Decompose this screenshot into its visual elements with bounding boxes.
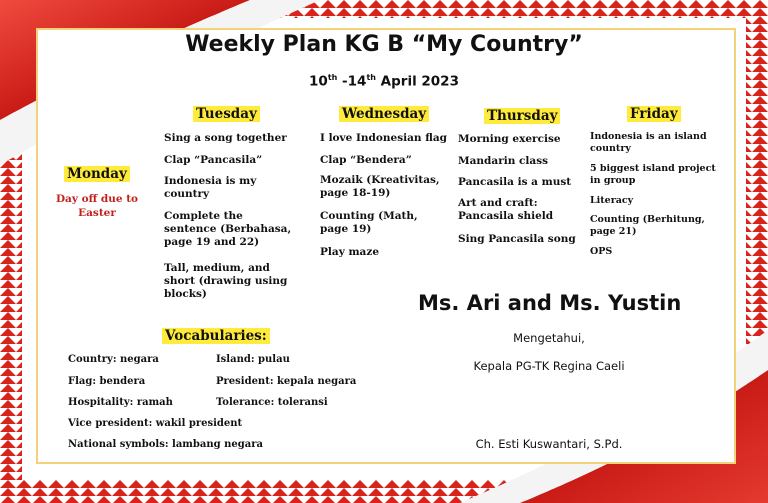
tuesday-item: Tall, medium, and short (drawing using blocks) [164, 262, 288, 300]
vocab-item: Vice president: wakil president [68, 418, 243, 429]
day-heading-friday: Friday [627, 106, 681, 122]
vocab-item: President: kepala negara [216, 376, 357, 387]
friday-item: Indonesia is an island country [590, 131, 707, 154]
vocab-item: Hospitality: ramah [68, 397, 173, 408]
monday-note: Day off due to Easter [55, 193, 139, 219]
vocab-item: Island: pulau [216, 354, 290, 365]
wednesday-item: Mozaik (Kreativitas, page 18-19) [320, 174, 440, 199]
thursday-item: Morning exercise [458, 133, 561, 145]
day-heading-thursday: Thursday [484, 108, 560, 124]
tuesday-item: Indonesia is my country [164, 175, 257, 200]
tuesday-item: Sing a song together [164, 132, 287, 144]
page-title: Weekly Plan KG B “My Country” [185, 32, 583, 57]
vocab-item: Flag: bendera [68, 376, 146, 387]
vocab-heading: Vocabularies: [162, 328, 270, 344]
friday-item: Literacy [590, 195, 634, 206]
teachers-name: Ms. Ari and Ms. Yustin [418, 291, 682, 315]
vocab-item: National symbols: lambang negara [68, 439, 263, 450]
sign-line-2: Kepala PG-TK Regina Caeli [473, 359, 625, 373]
day-heading-wednesday: Wednesday [339, 106, 429, 122]
wednesday-item: Play maze [320, 246, 380, 258]
friday-item: 5 biggest island project in group [590, 163, 716, 186]
friday-item: Counting (Berhitung, page 21) [590, 214, 705, 237]
friday-item: OPS [590, 246, 613, 257]
signatory-name: Ch. Esti Kuswantari, S.Pd. [475, 437, 623, 451]
thursday-item: Pancasila is a must [458, 176, 572, 188]
sign-line-1: Mengetahui, [513, 331, 585, 345]
thursday-item: Mandarin class [458, 155, 549, 167]
vocab-item: Tolerance: toleransi [216, 397, 328, 408]
day-heading-monday: Monday [64, 166, 130, 182]
wednesday-item: I love Indonesian flag [320, 132, 447, 144]
tuesday-item: Clap “Pancasila” [164, 154, 263, 166]
wednesday-item: Clap “Bendera” [320, 154, 412, 166]
tuesday-item: Complete the sentence (Berbahasa, page 19 and 22) [164, 210, 292, 248]
day-heading-tuesday: Tuesday [193, 106, 260, 122]
thursday-item: Sing Pancasila song [458, 233, 576, 245]
wednesday-item: Counting (Math, page 19) [320, 210, 418, 235]
vocab-item: Country: negara [68, 354, 159, 365]
thursday-item: Art and craft: Pancasila shield [458, 197, 554, 222]
date-range: 10th -14th April 2023 [309, 73, 459, 90]
